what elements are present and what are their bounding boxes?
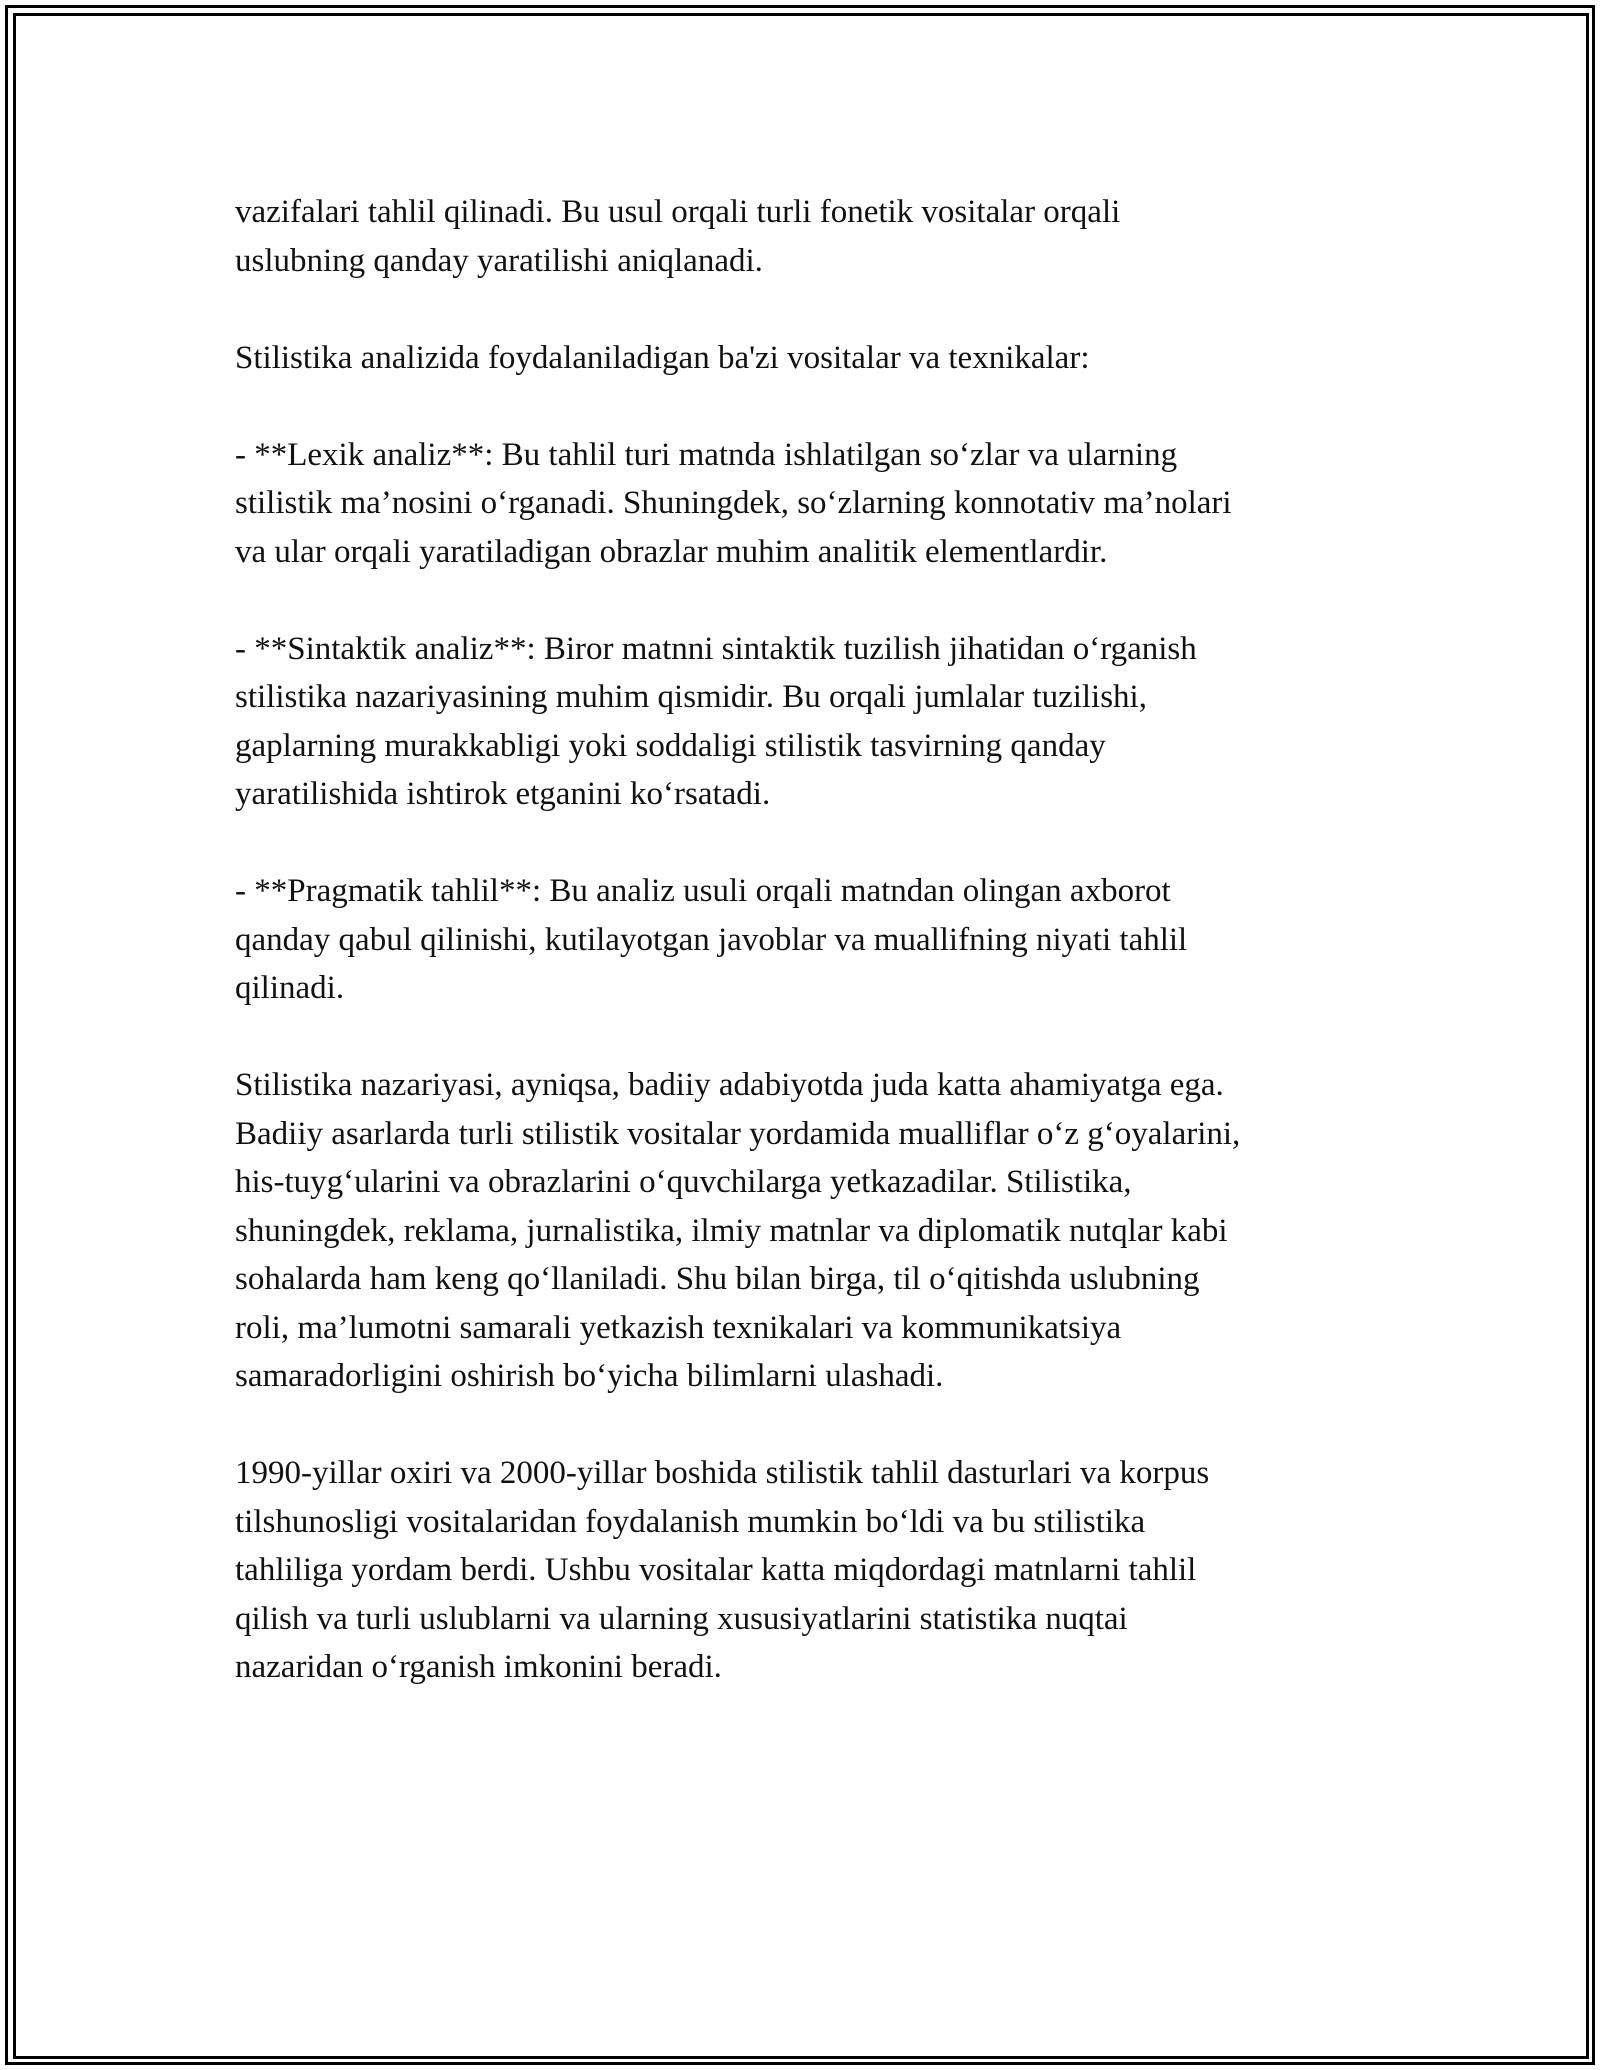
paragraph-corpus-tools [235,1449,1365,1692]
paragraph-pragmatic-analysis [235,867,1365,1013]
text-line: yaratilishida ishtirok etganini ko‘rsatadi. [235,776,771,812]
paragraph-lexical-analysis [235,431,1365,577]
paragraph-stylistics-importance [235,1061,1365,1401]
text-line: - **Lexik analiz**: Bu tahlil turi matnda ishlatilgan so‘zlar va ularning [235,436,1178,473]
text-line: nazaridan o‘rganish imkonini beradi. [235,1649,722,1685]
text-line: shuningdek, reklama, jurnalistika, ilmiy matnlar va diplomatik nutqlar kabi [235,1212,1228,1249]
text-line: tilshunosligi vositalaridan foydalanish mumkin bo‘ldi va bu stilistika [235,1503,1146,1540]
text-line: roli, ma’lumotni samarali yetkazish texnikalari va kommunikatsiya [235,1309,1122,1346]
text-line: his-tuyg‘ularini va obrazlarini o‘quvchilarga yetkazadilar. Stilistika, [235,1164,1132,1200]
text-line: qilinadi. [235,970,345,1006]
text-line: Stilistika nazariyasi, ayniqsa, badiiy adabiyotda juda katta ahamiyatga ega. [235,1067,1224,1103]
text-line: uslubning qanday yaratilishi aniqlanadi. [235,242,763,279]
document-body [235,188,1365,1740]
text-line: vazifalari tahlil qilinadi. Bu usul orqali turli fonetik vositalar orqali [235,194,1121,230]
text-line: gaplarning murakkabligi yoki soddaligi stilistik tasvirning qanday [235,727,1106,764]
text-line: stilistika nazariyasining muhim qismidir. Bu orqali jumlalar tuzilishi, [235,679,1147,715]
text-line: va ular orqali yaratiladigan obrazlar muhim analitik elementlardir. [235,533,1108,570]
text-line: Badiiy asarlarda turli stilistik vositalar yordamida mualliflar o‘z g‘oyalarini, [235,1115,1241,1152]
text-line: - **Sintaktik analiz**: Biror matnni sintaktik tuzilish jihatidan o‘rganish [235,630,1197,667]
text-line: samaradorligini oshirish bo‘yicha bilimlarni ulashadi. [235,1358,944,1394]
text-line: - **Pragmatik tahlil**: Bu analiz usuli orqali matndan olingan axborot [235,873,1171,909]
paragraph-phonetic-continuation [235,188,1365,285]
text-line: 1990-yillar oxiri va 2000-yillar boshida stilistik tahlil dasturlari va korpus [235,1455,1210,1491]
text-line: qanday qabul qilinishi, kutilayotgan javoblar va muallifning niyati tahlil [235,921,1188,958]
paragraph-tools-intro [235,334,1365,383]
text-line: stilistik ma’nosini o‘rganadi. Shuningdek, so‘zlarning konnotativ ma’nolari [235,485,1232,521]
text-line: tahliliga yordam berdi. Ushbu vositalar katta miqdordagi matnlarni tahlil [235,1552,1197,1588]
text-line: Stilistika analizida foydalaniladigan ba'zi vositalar va texnikalar: [235,339,1090,376]
paragraph-syntactic-analysis [235,625,1365,819]
text-line: sohalarda ham keng qo‘llaniladi. Shu bilan birga, til o‘qitishda uslubning [235,1261,1200,1297]
text-line: qilish va turli uslublarni va ularning xususiyatlarini statistika nuqtai [235,1600,1128,1637]
